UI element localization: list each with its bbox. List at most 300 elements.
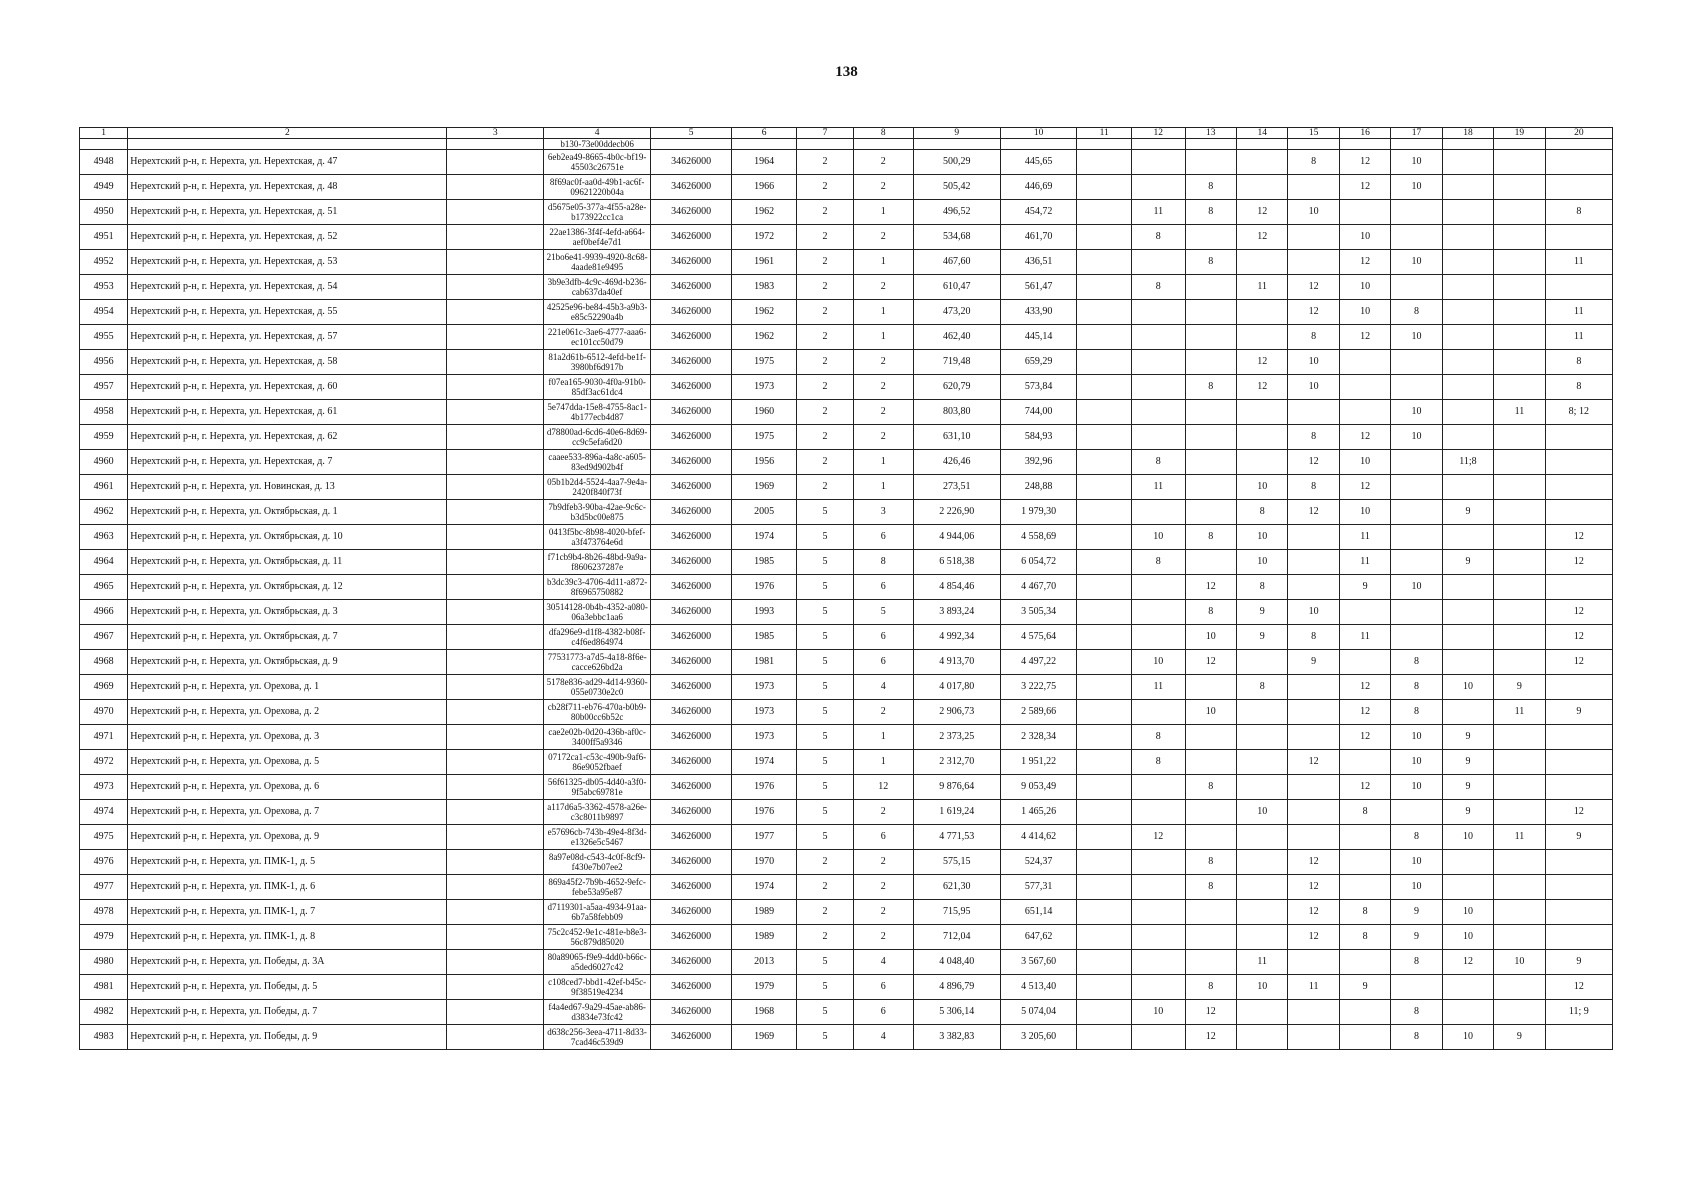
entrances-cell: 2	[853, 875, 913, 900]
col-11-cell	[1077, 250, 1132, 275]
col-14-cell	[1237, 700, 1288, 725]
col-11-cell	[1077, 1025, 1132, 1050]
col-20-cell: 12	[1545, 975, 1612, 1000]
row-number-cell: 4963	[80, 525, 128, 550]
entrances-cell: 2	[853, 900, 913, 925]
col-18-cell: 9	[1442, 550, 1493, 575]
table-body	[80, 139, 1613, 1050]
oktmo-code-cell: 34626000	[651, 800, 732, 825]
column-header-4: 4	[544, 128, 651, 139]
col-15-cell: 8	[1288, 150, 1339, 175]
year-built-cell: 1974	[732, 750, 797, 775]
total-area-cell: 4 048,40	[913, 950, 1000, 975]
col-12-cell: 12	[1132, 825, 1186, 850]
row-number-cell: 4951	[80, 225, 128, 250]
living-area-cell: 454,72	[1000, 200, 1077, 225]
total-area-cell: 6 518,38	[913, 550, 1000, 575]
address-cell: Нерехтский р-н, г. Нерехта, ул. Октябрьская, д. 10	[128, 525, 447, 550]
table-row	[80, 550, 1613, 575]
oktmo-code-cell: 34626000	[651, 500, 732, 525]
year-built-cell: 1985	[732, 550, 797, 575]
column-header-12: 12	[1132, 128, 1186, 139]
col-18-cell: 9	[1442, 725, 1493, 750]
col-15-cell	[1288, 825, 1339, 850]
col-13-cell	[1185, 475, 1236, 500]
year-built-cell: 1985	[732, 625, 797, 650]
col-15-cell: 12	[1288, 500, 1339, 525]
entrances-cell: 3	[853, 500, 913, 525]
table-row	[80, 275, 1613, 300]
col-19-cell: 10	[1494, 950, 1545, 975]
floors-cell: 2	[797, 275, 854, 300]
living-area-cell: 2 589,66	[1000, 700, 1077, 725]
col-16-cell	[1339, 600, 1390, 625]
table-row	[80, 350, 1613, 375]
col-18-cell: 11;8	[1442, 450, 1493, 475]
total-area-cell: 496,52	[913, 200, 1000, 225]
col-20-cell	[1545, 675, 1612, 700]
address-cell: Нерехтский р-н, г. Нерехта, ул. Нерехтская, д. 60	[128, 375, 447, 400]
guid-cell: e57696cb-743b-49e4-8f3d-e1326e5c5467	[544, 825, 651, 850]
oktmo-code-cell: 34626000	[651, 350, 732, 375]
living-area-cell: 5 074,04	[1000, 1000, 1077, 1025]
oktmo-code-cell: 34626000	[651, 550, 732, 575]
col-12-cell	[1132, 775, 1186, 800]
col-14-cell	[1237, 400, 1288, 425]
col-12-cell	[1132, 850, 1186, 875]
col-14-cell	[1237, 825, 1288, 850]
col-20-cell: 12	[1545, 800, 1612, 825]
col-11-cell	[1077, 200, 1132, 225]
entrances-cell: 1	[853, 725, 913, 750]
living-area-cell: 4 575,64	[1000, 625, 1077, 650]
col-12-cell: 11	[1132, 675, 1186, 700]
col-17-cell: 10	[1391, 725, 1442, 750]
empty-col-3-cell	[447, 625, 544, 650]
col-20-cell	[1545, 175, 1612, 200]
column-header-5: 5	[651, 128, 732, 139]
col-14-cell	[1237, 250, 1288, 275]
year-built-cell: 1969	[732, 475, 797, 500]
total-area-cell: 3 893,24	[913, 600, 1000, 625]
living-area-cell: 4 513,40	[1000, 975, 1077, 1000]
col-18-cell: 10	[1442, 675, 1493, 700]
floors-cell: 2	[797, 250, 854, 275]
living-area-cell: 3 567,60	[1000, 950, 1077, 975]
col-14-cell	[1237, 775, 1288, 800]
total-area-cell: 473,20	[913, 300, 1000, 325]
column-header-9: 9	[913, 128, 1000, 139]
total-area-cell: 2 226,90	[913, 500, 1000, 525]
col-12-cell: 10	[1132, 525, 1186, 550]
total-area-cell: 4 944,06	[913, 525, 1000, 550]
year-built-cell: 1968	[732, 1000, 797, 1025]
col-17-cell: 8	[1391, 825, 1442, 850]
floors-cell: 2	[797, 875, 854, 900]
empty-col-3-cell	[447, 1025, 544, 1050]
address-cell: Нерехтский р-н, г. Нерехта, ул. Нерехтская, д. 51	[128, 200, 447, 225]
col-12-cell	[1132, 950, 1186, 975]
col-20-cell	[1545, 500, 1612, 525]
entrances-cell: 2	[853, 350, 913, 375]
total-area-cell: 5 306,14	[913, 1000, 1000, 1025]
address-cell: Нерехтский р-н, г. Нерехта, ул. Орехова, д. 3	[128, 725, 447, 750]
year-built-cell: 1993	[732, 600, 797, 625]
col-14-cell: 12	[1237, 225, 1288, 250]
col-20-cell: 8	[1545, 350, 1612, 375]
living-area-cell: 4 497,22	[1000, 650, 1077, 675]
col-14-cell	[1237, 900, 1288, 925]
address-cell: Нерехтский р-н, г. Нерехта, ул. Нерехтская, д. 53	[128, 250, 447, 275]
entrances-cell: 2	[853, 700, 913, 725]
row-number-cell: 4979	[80, 925, 128, 950]
oktmo-code-cell: 34626000	[651, 1000, 732, 1025]
col-11-cell	[1077, 300, 1132, 325]
guid-cell: 81a2d61b-6512-4efd-be1f-3980bf6d917b	[544, 350, 651, 375]
row-number-cell: 4983	[80, 1025, 128, 1050]
col-12-cell	[1132, 700, 1186, 725]
col-20-cell	[1545, 275, 1612, 300]
col-18-cell	[1442, 425, 1493, 450]
entrances-cell: 1	[853, 325, 913, 350]
year-built-cell: 1981	[732, 650, 797, 675]
continuation-row	[80, 139, 1613, 150]
guid-cell: 80a89065-f9e9-4dd0-b66c-a5ded6027c42	[544, 950, 651, 975]
col-18-cell	[1442, 400, 1493, 425]
col-16-cell: 8	[1339, 800, 1390, 825]
col-11-cell	[1077, 350, 1132, 375]
oktmo-code-cell: 34626000	[651, 175, 732, 200]
column-header-row	[80, 128, 1613, 139]
col-20-cell: 12	[1545, 525, 1612, 550]
cell	[447, 139, 544, 150]
col-14-cell	[1237, 925, 1288, 950]
col-16-cell	[1339, 750, 1390, 775]
table-row	[80, 725, 1613, 750]
floors-cell: 2	[797, 350, 854, 375]
col-18-cell: 9	[1442, 775, 1493, 800]
table-row	[80, 225, 1613, 250]
table-row	[80, 700, 1613, 725]
col-18-cell	[1442, 350, 1493, 375]
col-12-cell: 10	[1132, 1000, 1186, 1025]
empty-col-3-cell	[447, 825, 544, 850]
row-number-cell: 4953	[80, 275, 128, 300]
table-row	[80, 150, 1613, 175]
col-17-cell	[1391, 200, 1442, 225]
col-16-cell	[1339, 1025, 1390, 1050]
floors-cell: 5	[797, 500, 854, 525]
col-20-cell: 9	[1545, 700, 1612, 725]
total-area-cell: 712,04	[913, 925, 1000, 950]
oktmo-code-cell: 34626000	[651, 900, 732, 925]
col-12-cell: 11	[1132, 200, 1186, 225]
col-15-cell	[1288, 1025, 1339, 1050]
col-14-cell	[1237, 750, 1288, 775]
column-header-11: 11	[1077, 128, 1132, 139]
col-12-cell: 11	[1132, 475, 1186, 500]
address-cell: Нерехтский р-н, г. Нерехта, ул. Нерехтская, д. 55	[128, 300, 447, 325]
col-11-cell	[1077, 875, 1132, 900]
table-row	[80, 325, 1613, 350]
row-number-cell: 4964	[80, 550, 128, 575]
col-11-cell	[1077, 900, 1132, 925]
guid-cell: 0413f5bc-8b98-4020-bfef-a3f473764e6d	[544, 525, 651, 550]
entrances-cell: 6	[853, 1000, 913, 1025]
row-number-cell: 4962	[80, 500, 128, 525]
col-18-cell	[1442, 475, 1493, 500]
col-16-cell: 12	[1339, 675, 1390, 700]
row-number-cell: 4950	[80, 200, 128, 225]
guid-cell: 75c2c452-9e1c-481e-b8e3-56c879d85020	[544, 925, 651, 950]
living-area-cell: 744,00	[1000, 400, 1077, 425]
col-20-cell: 12	[1545, 550, 1612, 575]
col-16-cell	[1339, 650, 1390, 675]
address-cell: Нерехтский р-н, г. Нерехта, ул. Октябрьская, д. 1	[128, 500, 447, 525]
entrances-cell: 4	[853, 950, 913, 975]
living-area-cell: 524,37	[1000, 850, 1077, 875]
col-16-cell: 10	[1339, 300, 1390, 325]
empty-col-3-cell	[447, 850, 544, 875]
total-area-cell: 4 896,79	[913, 975, 1000, 1000]
col-11-cell	[1077, 750, 1132, 775]
empty-col-3-cell	[447, 175, 544, 200]
col-15-cell: 10	[1288, 200, 1339, 225]
entrances-cell: 1	[853, 200, 913, 225]
oktmo-code-cell: 34626000	[651, 400, 732, 425]
col-16-cell: 11	[1339, 625, 1390, 650]
table-row	[80, 900, 1613, 925]
col-19-cell	[1494, 875, 1545, 900]
row-number-cell: 4974	[80, 800, 128, 825]
empty-col-3-cell	[447, 575, 544, 600]
col-19-cell	[1494, 150, 1545, 175]
oktmo-code-cell: 34626000	[651, 925, 732, 950]
col-18-cell	[1442, 575, 1493, 600]
col-17-cell: 9	[1391, 925, 1442, 950]
entrances-cell: 6	[853, 525, 913, 550]
empty-col-3-cell	[447, 500, 544, 525]
entrances-cell: 12	[853, 775, 913, 800]
empty-col-3-cell	[447, 725, 544, 750]
entrances-cell: 6	[853, 575, 913, 600]
col-14-cell: 8	[1237, 575, 1288, 600]
column-header-14: 14	[1237, 128, 1288, 139]
empty-col-3-cell	[447, 1000, 544, 1025]
col-19-cell	[1494, 350, 1545, 375]
living-area-cell: 445,14	[1000, 325, 1077, 350]
guid-cell: 8a97e08d-c543-4c0f-8cf9-f430e7b07ee2	[544, 850, 651, 875]
col-20-cell: 11; 9	[1545, 1000, 1612, 1025]
col-12-cell	[1132, 500, 1186, 525]
oktmo-code-cell: 34626000	[651, 775, 732, 800]
table-row	[80, 500, 1613, 525]
col-17-cell	[1391, 500, 1442, 525]
floors-cell: 2	[797, 475, 854, 500]
col-11-cell	[1077, 325, 1132, 350]
entrances-cell: 5	[853, 600, 913, 625]
address-cell: Нерехтский р-н, г. Нерехта, ул. Орехова, д. 7	[128, 800, 447, 825]
guid-cell: 5e747dda-15e8-4755-8ac1-4b177ecb4d87	[544, 400, 651, 425]
col-15-cell: 10	[1288, 600, 1339, 625]
row-number-cell: 4954	[80, 300, 128, 325]
year-built-cell: 1976	[732, 800, 797, 825]
col-19-cell	[1494, 1000, 1545, 1025]
empty-col-3-cell	[447, 450, 544, 475]
col-17-cell	[1391, 625, 1442, 650]
empty-col-3-cell	[447, 775, 544, 800]
col-14-cell	[1237, 150, 1288, 175]
col-17-cell: 8	[1391, 950, 1442, 975]
col-15-cell: 12	[1288, 875, 1339, 900]
col-16-cell	[1339, 1000, 1390, 1025]
address-cell: Нерехтский р-н, г. Нерехта, ул. Нерехтская, д. 57	[128, 325, 447, 350]
col-16-cell	[1339, 350, 1390, 375]
col-11-cell	[1077, 575, 1132, 600]
column-header-10: 10	[1000, 128, 1077, 139]
floors-cell: 5	[797, 750, 854, 775]
entrances-cell: 1	[853, 750, 913, 775]
cell	[651, 139, 732, 150]
col-16-cell: 12	[1339, 475, 1390, 500]
col-17-cell: 8	[1391, 300, 1442, 325]
col-16-cell: 12	[1339, 775, 1390, 800]
row-number-cell: 4961	[80, 475, 128, 500]
col-18-cell	[1442, 225, 1493, 250]
col-19-cell	[1494, 325, 1545, 350]
address-cell: Нерехтский р-н, г. Нерехта, ул. Орехова, д. 2	[128, 700, 447, 725]
col-19-cell	[1494, 900, 1545, 925]
col-18-cell	[1442, 275, 1493, 300]
col-16-cell: 12	[1339, 150, 1390, 175]
col-13-cell: 12	[1185, 650, 1236, 675]
col-13-cell: 12	[1185, 1000, 1236, 1025]
living-area-cell: 573,84	[1000, 375, 1077, 400]
col-13-cell	[1185, 400, 1236, 425]
living-area-cell: 1 979,30	[1000, 500, 1077, 525]
guid-cell: 21bo6e41-9939-4920-8c68-4aade81e9495	[544, 250, 651, 275]
entrances-cell: 2	[853, 275, 913, 300]
row-number-cell: 4981	[80, 975, 128, 1000]
col-17-cell: 10	[1391, 150, 1442, 175]
col-13-cell	[1185, 275, 1236, 300]
col-20-cell	[1545, 575, 1612, 600]
col-16-cell	[1339, 875, 1390, 900]
col-11-cell	[1077, 675, 1132, 700]
col-15-cell: 12	[1288, 750, 1339, 775]
col-20-cell	[1545, 850, 1612, 875]
cell	[853, 139, 913, 150]
col-17-cell: 8	[1391, 1025, 1442, 1050]
col-11-cell	[1077, 275, 1132, 300]
table-row	[80, 250, 1613, 275]
living-area-cell: 392,96	[1000, 450, 1077, 475]
col-12-cell	[1132, 900, 1186, 925]
col-13-cell	[1185, 425, 1236, 450]
col-14-cell: 10	[1237, 975, 1288, 1000]
address-cell: Нерехтский р-н, г. Нерехта, ул. Октябрьская, д. 3	[128, 600, 447, 625]
year-built-cell: 1976	[732, 575, 797, 600]
cell	[1494, 139, 1545, 150]
col-13-cell: 8	[1185, 875, 1236, 900]
col-17-cell: 10	[1391, 175, 1442, 200]
col-12-cell	[1132, 175, 1186, 200]
table-row	[80, 650, 1613, 675]
living-area-cell: 659,29	[1000, 350, 1077, 375]
col-15-cell	[1288, 675, 1339, 700]
year-built-cell: 1975	[732, 425, 797, 450]
year-built-cell: 1973	[732, 700, 797, 725]
year-built-cell: 2005	[732, 500, 797, 525]
oktmo-code-cell: 34626000	[651, 275, 732, 300]
oktmo-code-cell: 34626000	[651, 450, 732, 475]
year-built-cell: 1962	[732, 325, 797, 350]
living-area-cell: 446,69	[1000, 175, 1077, 200]
year-built-cell: 1956	[732, 450, 797, 475]
col-15-cell	[1288, 1000, 1339, 1025]
total-area-cell: 273,51	[913, 475, 1000, 500]
col-15-cell: 8	[1288, 425, 1339, 450]
floors-cell: 2	[797, 850, 854, 875]
col-12-cell: 8	[1132, 275, 1186, 300]
col-19-cell	[1494, 250, 1545, 275]
empty-col-3-cell	[447, 225, 544, 250]
col-11-cell	[1077, 500, 1132, 525]
entrances-cell: 2	[853, 425, 913, 450]
floors-cell: 5	[797, 700, 854, 725]
col-19-cell	[1494, 225, 1545, 250]
cell	[1391, 139, 1442, 150]
col-20-cell: 11	[1545, 300, 1612, 325]
oktmo-code-cell: 34626000	[651, 425, 732, 450]
guid-cell: 221e061c-3ae6-4777-aaa6-ec101cc50d79	[544, 325, 651, 350]
col-16-cell: 10	[1339, 225, 1390, 250]
floors-cell: 5	[797, 550, 854, 575]
col-18-cell	[1442, 650, 1493, 675]
living-area-cell: 577,31	[1000, 875, 1077, 900]
row-number-cell: 4978	[80, 900, 128, 925]
year-built-cell: 1973	[732, 725, 797, 750]
col-15-cell: 9	[1288, 650, 1339, 675]
floors-cell: 2	[797, 325, 854, 350]
floors-cell: 2	[797, 150, 854, 175]
col-13-cell	[1185, 300, 1236, 325]
table-row	[80, 475, 1613, 500]
empty-col-3-cell	[447, 700, 544, 725]
address-cell: Нерехтский р-н, г. Нерехта, ул. Новинская, д. 13	[128, 475, 447, 500]
col-13-cell	[1185, 350, 1236, 375]
address-cell: Нерехтский р-н, г. Нерехта, ул. Победы, д. 3А	[128, 950, 447, 975]
guid-cell: 77531773-a7d5-4a18-8f6e-cacce626bd2a	[544, 650, 651, 675]
col-19-cell	[1494, 800, 1545, 825]
oktmo-code-cell: 34626000	[651, 325, 732, 350]
col-11-cell	[1077, 425, 1132, 450]
col-20-cell	[1545, 225, 1612, 250]
address-cell: Нерехтский р-н, г. Нерехта, ул. Нерехтская, д. 61	[128, 400, 447, 425]
empty-col-3-cell	[447, 375, 544, 400]
col-19-cell	[1494, 925, 1545, 950]
col-17-cell: 10	[1391, 325, 1442, 350]
col-12-cell	[1132, 600, 1186, 625]
col-14-cell: 8	[1237, 675, 1288, 700]
col-14-cell: 10	[1237, 550, 1288, 575]
oktmo-code-cell: 34626000	[651, 475, 732, 500]
col-11-cell	[1077, 1000, 1132, 1025]
col-14-cell	[1237, 1000, 1288, 1025]
column-header-15: 15	[1288, 128, 1339, 139]
col-14-cell	[1237, 300, 1288, 325]
living-area-cell: 436,51	[1000, 250, 1077, 275]
